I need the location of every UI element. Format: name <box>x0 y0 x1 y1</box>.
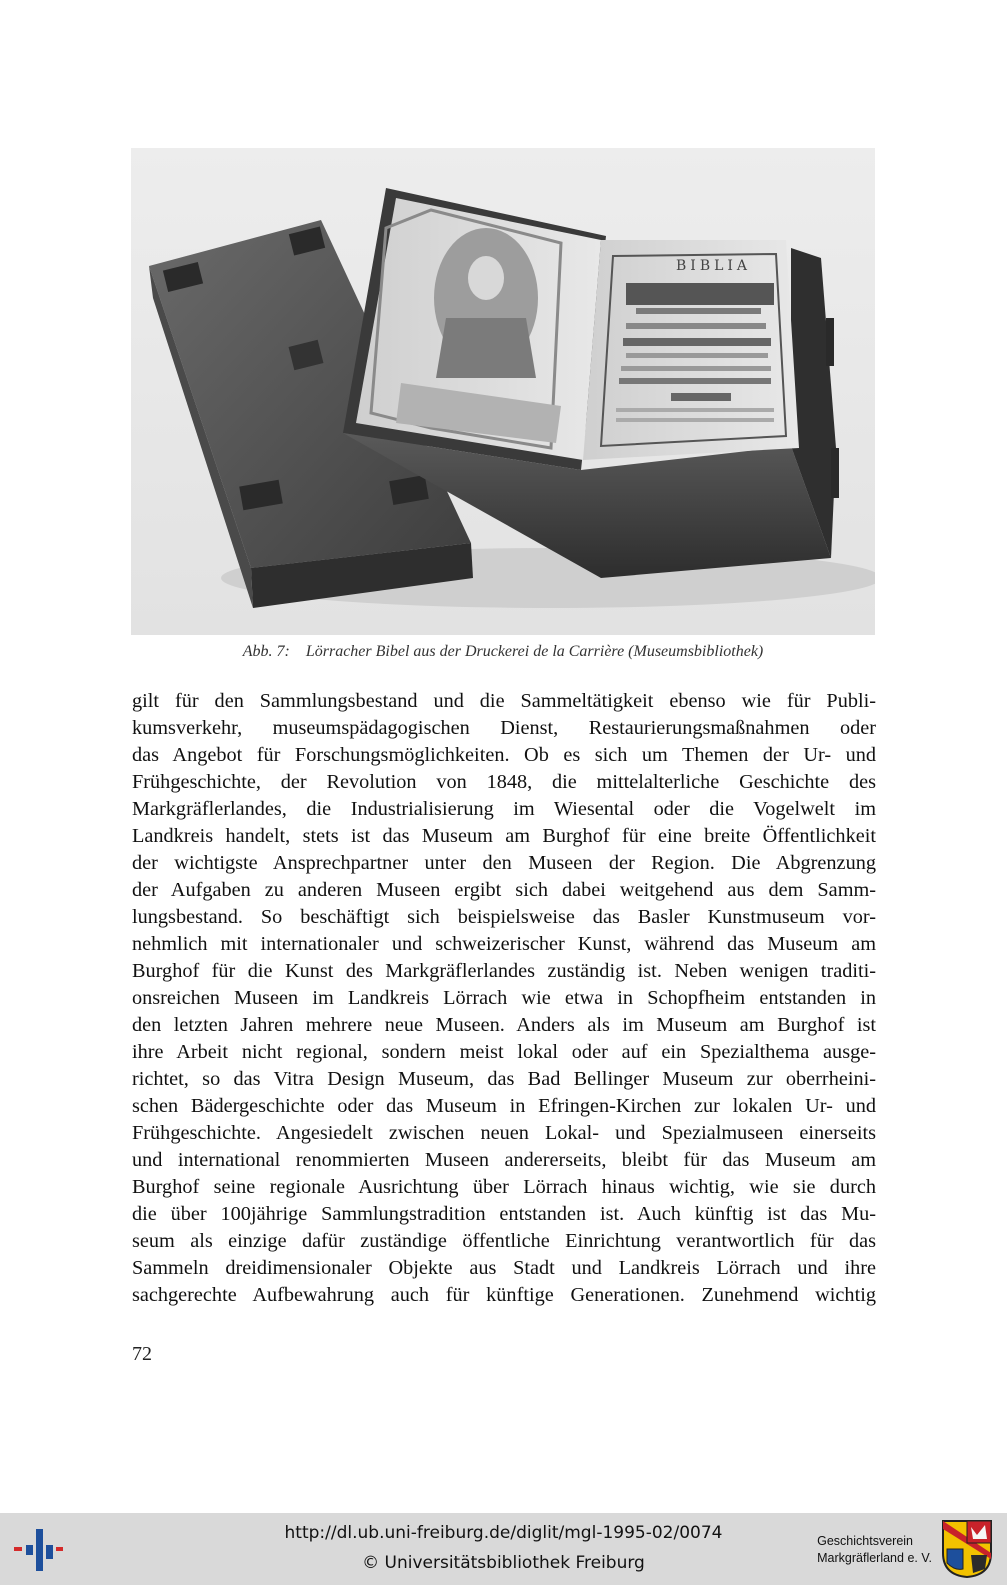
figure-photo <box>131 148 875 635</box>
text-line: das Angebot für Forschungsmöglichkeiten. Ob es sich um Themen der Ur- und <box>132 744 876 766</box>
body-paragraph <box>132 688 876 1309</box>
text-line: nehmlich mit internationaler und schweizerischer Kunst, während das Museum am <box>132 933 876 955</box>
footer-url-link[interactable]: http://dl.ub.uni-freiburg.de/diglit/mgl-1995-02/0074 <box>284 1523 723 1543</box>
text-line: seum als einzige dafür zuständige öffentliche Einrichtung verantwortlich für das <box>132 1230 876 1252</box>
text-line: schen Bädergeschichte oder das Museum in Efringen-Kirchen zur lokalen Ur- und <box>132 1095 876 1117</box>
markgraeflerland-crest-icon <box>941 1519 993 1584</box>
text-line: und international renommierten Museen andererseits, bleibt für das Museum am <box>132 1149 876 1171</box>
page-number: 72 <box>132 1343 152 1365</box>
text-line: Markgräflerlandes, die Industrialisierung im Wiesental oder die Vogelwelt im <box>132 798 876 820</box>
text-line: Burghof für die Kunst des Markgräflerlandes zuständig ist. Neben wenigen traditi- <box>132 960 876 982</box>
text-line: sachgerechte Aufbewahrung auch für künftige Generationen. Zunehmend wichtig <box>132 1284 876 1306</box>
text-line: ihre Arbeit nicht regional, sondern meist lokal oder auf ein Spezialthema ausge- <box>132 1041 876 1063</box>
society-name <box>817 1533 932 1567</box>
text-line: Sammeln dreidimensionaler Objekte aus Stadt und Landkreis Lörrach und ihre <box>132 1257 876 1279</box>
text-line: Burghof seine regionale Ausrichtung über Lörrach hinaus wichtig, wie sie durch <box>132 1176 876 1198</box>
text-line: die über 100jährige Sammlungstradition entstanden ist. Auch künftig ist das Mu- <box>132 1203 876 1225</box>
text-line: onsreichen Museen im Landkreis Lörrach wie etwa in Schopfheim entstanden in <box>132 987 876 1009</box>
text-line: Frühgeschichte, der Revolution von 1848, die mittelalterliche Geschichte des <box>132 771 876 793</box>
figure-caption-text: Lörracher Bibel aus der Druckerei de la Carrière (Museumsbibliothek) <box>305 643 764 660</box>
text-line: der wichtigste Ansprechpartner unter den Museen der Region. Die Abgrenzung <box>132 852 876 874</box>
text-line: Landkreis handelt, stets ist das Museum am Burghof für eine breite Öffentlichkeit <box>132 825 876 847</box>
text-line: der Aufgaben zu anderen Museen ergibt sich dabei weitgehend aus dem Samm- <box>132 879 876 901</box>
figure-caption <box>131 643 875 661</box>
society-name-line: Geschichtsverein <box>817 1534 913 1548</box>
figure-label: Abb. 7: <box>242 643 290 660</box>
text-line: richtet, so das Vitra Design Museum, das Bad Bellinger Museum zur oberrheini- <box>132 1068 876 1090</box>
text-line: lungsbestand. So beschäftigt sich beispielsweise das Basler Kunstmuseum vor- <box>132 906 876 928</box>
footer-bar <box>0 1513 1007 1585</box>
bible-title-word: BIBLIA <box>676 258 752 274</box>
society-name-line: Markgräflerland e. V. <box>817 1551 932 1565</box>
text-line: gilt für den Sammlungsbestand und die Sammeltätigkeit ebenso wie für Publi- <box>132 690 876 712</box>
text-line: Frühgeschichte. Angesiedelt zwischen neuen Lokal- und Spezialmuseen einerseits <box>132 1122 876 1144</box>
footer-copyright: © Universitätsbibliothek Freiburg <box>362 1553 645 1573</box>
bible-books-photo <box>131 148 875 635</box>
text-line: kumsverkehr, museumspädagogischen Dienst, Restaurierungsmaßnahmen oder <box>132 717 876 739</box>
text-line: den letzten Jahren mehrere neue Museen. Anders als im Museum am Burghof ist <box>132 1014 876 1036</box>
